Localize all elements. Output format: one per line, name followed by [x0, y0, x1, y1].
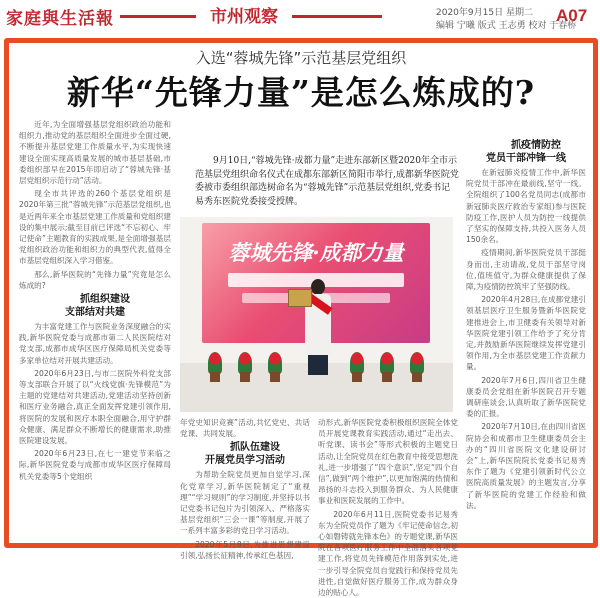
paragraph: 2020年5月8日,为推进思想建设引领,弘扬长征精神,传承红色基因, — [180, 539, 310, 560]
article-column-3 — [318, 417, 458, 598]
page-number: A07 — [556, 6, 588, 25]
newspaper-logo: 家庭與生活報 — [6, 9, 114, 29]
recipient-head — [311, 279, 325, 295]
paragraph: 2020年4月28日,在成都党建引领基层医疗卫生服务暨新华医院党建推进会上,市卫健委有关领导对新华医院党建引领工作给予了充分肯定,并鼓励新华医院继续发挥党建引领作用,为全市基层党建工作贡献力量。 — [466, 295, 586, 372]
flower-pot — [238, 352, 252, 374]
flower-pot — [380, 352, 394, 374]
award-plaque — [288, 289, 312, 307]
article-column-1 — [19, 119, 171, 543]
section-title: 市州观察 — [196, 5, 292, 29]
paragraph: 动形式,新华医院党委积极组织医院全体党员开展党课教育实践活动,通过“走出去、听党课、读书会”等形式积极的主题党日活动,让全院党员在红色教育中接受思想洗礼,进一步增强了“四个意识”,坚定“四个自信”,做到“两个维护”,以更加饱满的热情和昂扬的斗志投入到服务群众、为人民健康事业和医院发展的工作中。 — [318, 418, 458, 506]
paragraph: 现全市共评选的260个基层党组织是2020年第三批“蓉城先锋”示范基层党组织,也是近两年来全市基层党建工作质量和党组织建设的集中展示;截至目前已评选“不忘初心、牢记使命”主题教育的实践成果,是全面增强基层党组织政治功能和组织力的典型代表,值得全市基层党组织深入学习借鉴。 — [19, 189, 171, 266]
paragraph: 年党史知识竞赛”活动,共忆党史、共话党课、共同发展。 — [180, 418, 310, 439]
paragraph: 近年,为全面增强基层党组织政治功能和组织力,推动党的基层组织全面进步全面过硬,不断提升基层党建工作质量水平,为实现快速建设全面实现高质量发展的城市基层基础,市委组织部早在2015年即启动了“蓉城先锋·基层党组织示范行动”活动。 — [19, 120, 171, 186]
issue-date: 2020年9月15日 星期二 — [436, 8, 533, 18]
subheading-epidemic: 抓疫情防控 党员干部冲锋一线 — [486, 140, 566, 164]
flower-pot — [268, 352, 282, 374]
paragraph: 2020年6月23日,与市二医院外科党支部等支部联合开展了以“火线党旗·先锋模范”为主题的党建结对共建活动,党建活动坚持创新和医疗业务融合,真正全面发挥党建引领作用,将医院的发展和医疗本职全面融合,用守护群众健康、满足群众不断增长的健康需求,助推医院建设发展。 — [19, 368, 171, 446]
flower-pot-base — [240, 372, 250, 382]
subheading-organization: 抓组织建设 支部结对共建 — [65, 294, 130, 319]
subheading-team: 抓队伍建设 开展党员学习活动 — [205, 442, 285, 467]
flower-pot — [208, 352, 222, 374]
recipient-legs — [308, 355, 328, 375]
editor-credits: 编辑 宁曦 版式 王志勇 校对 于春桥 — [436, 21, 577, 31]
paragraph: 那么,新华医院的“先锋力量”究竟是怎么炼成的? — [19, 269, 171, 290]
paragraph: 为丰富党建工作与医院业务深度融合的实践,新华医院党委与成都市第二人民医院结对党支部,成都市成华区医疗保障局机关党委等多家单位结对开展共建活动。 — [19, 322, 171, 365]
article-column-2 — [180, 417, 310, 560]
article-headline: 新华“先锋力量”是怎么炼成的? — [66, 73, 536, 112]
paragraph: 2020年7月10日,在由四川省医院协会和成都市卫生健康委员会主办的“四川省医院文化建设研讨会”上,新华医院院长党委书记易秀东作了题为《党建引领新时代公立医院高质量发展》的主题发言,分享了新华医院的党建工作经验和做法。 — [466, 422, 586, 510]
article-kicker: 入选“蓉城先锋”示范基层党组织 — [195, 49, 407, 67]
paragraph: 疫情期间,新华医院党员干部挺身而出,主动请战,党员干部坚守岗位,值班值守,为群众健康提供了保障,为疫情防控筑牢了坚强防线。 — [466, 248, 586, 292]
flower-pot — [410, 352, 424, 374]
paragraph: 2020年6月23日,在七一建党节来临之际,新华医院党委与成都市成华区医疗保障局机关党委等5个党组织 — [19, 449, 171, 481]
article-frame — [4, 38, 598, 598]
flower-pot-base — [210, 372, 220, 382]
article-column-4 — [466, 139, 586, 543]
flower-pot-base — [352, 372, 362, 382]
paragraph: 2020年6月11日,医院党委书记易秀东为全院党员作了题为《牢记使命信念,初心如磐铸就先锋本色》的专题党课,新华医院在各项医疗服务工作中全面落实各项党建工作,将党员先锋模范作用落到实处,进一步引导全院党员自觉践行和保持党员先进性,自觉做好医疗服务工作,成为群众身边的贴心人。 — [318, 509, 458, 598]
event-photo — [180, 217, 453, 412]
newspaper-masthead — [0, 0, 600, 34]
paragraph: 在新冠肺炎疫情工作中,新华医院党员干部冲在最前线,坚守一线。全院组织了100名党员同志(成都市新冠肺炎医疗救治专家组)参与医院防疫工作,医护人员为防控一线提供了坚实的保障支持,共投入医务人员150余名。 — [466, 168, 586, 245]
flower-pot-base — [412, 372, 422, 382]
flower-pot-base — [270, 372, 280, 382]
article-lead: 9月10日,“蓉城先锋·成都力量”走进东部新区暨2020年全市示范基层党组织命名仪式在成都东部新区简阳市举行,成都新华医院党委被市委组织部选树命名为“蓉城先锋”示范基层党组织,党委书记易秀东医院党委接受授牌。 — [195, 156, 459, 207]
paragraph: 为帮助全院党员更加自觉学习,深化党章学习,新华医院制定了“重视理”“学习规则”的学习制度,并坚持以书记党委书记包片为引领深入、严格落实基层党组织“三会一课”等制度,开展了一系列丰富多彩的党日学习活动。 — [180, 470, 310, 536]
flower-pot — [350, 352, 364, 374]
stage-backdrop-title: 蓉城先锋·成都力量 — [228, 240, 404, 265]
paragraph: 2020年7月6日,四川省卫生健康委员会党组在新华医院召开专题调研座谈会,认真听取了新华医院党委的汇报。 — [466, 375, 586, 419]
flower-pot-base — [382, 372, 392, 382]
